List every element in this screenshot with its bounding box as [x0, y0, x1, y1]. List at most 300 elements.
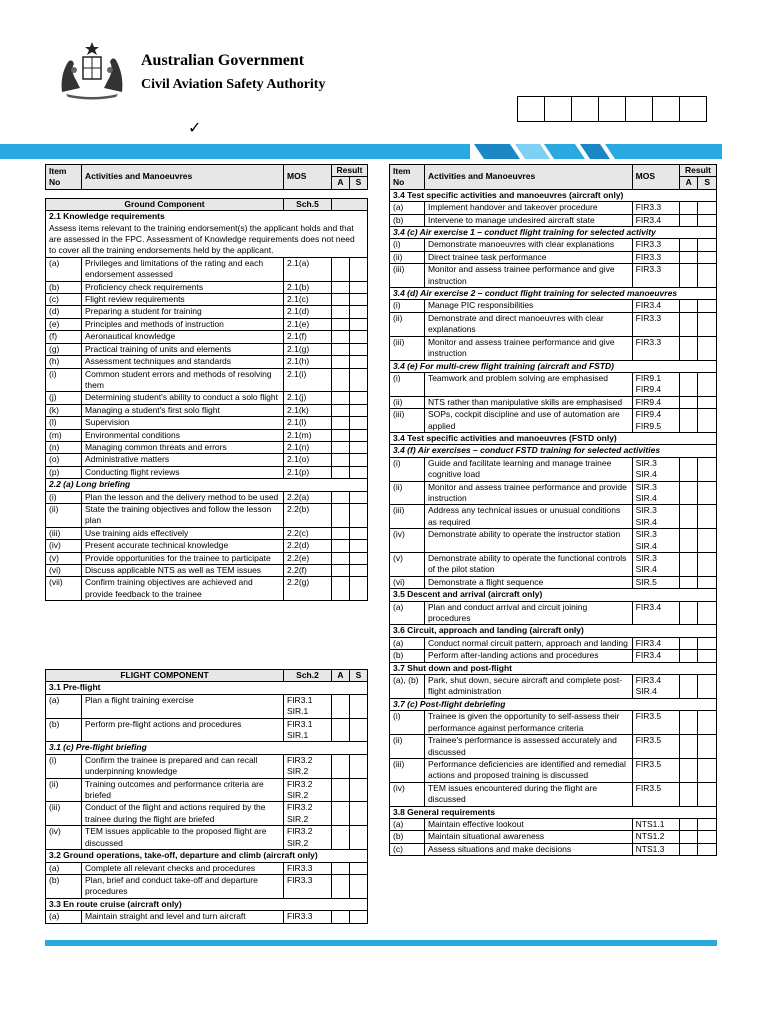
result-a-checkbox[interactable]: [332, 318, 350, 330]
item-number: (iv): [46, 540, 82, 552]
table-row: [390, 843, 717, 855]
result-s-checkbox[interactable]: [698, 711, 717, 735]
activity-text: Maintain situational awareness: [424, 831, 632, 843]
result-s-checkbox[interactable]: [698, 336, 717, 360]
result-a-checkbox[interactable]: [332, 540, 350, 552]
result-a-checkbox[interactable]: [332, 441, 350, 453]
result-s-checkbox[interactable]: [350, 911, 368, 923]
result-a-checkbox[interactable]: [679, 239, 698, 251]
activity-text: Teamwork and problem solving are emphasised: [424, 372, 632, 396]
result-s-checkbox[interactable]: [350, 826, 368, 850]
activity-text: Perform pre-flight actions and procedures: [82, 718, 284, 742]
item-number: (ii): [46, 503, 82, 527]
result-s-checkbox[interactable]: [698, 312, 717, 336]
item-number: (b): [46, 718, 82, 742]
mos-reference: 2.2(c): [284, 527, 332, 539]
mos-reference: 2.1(i): [284, 368, 332, 392]
section-header: 3.2 Ground operations, take-off, departure and climb (aircraft only): [46, 850, 368, 862]
item-number: (b): [390, 214, 425, 226]
item-number: (a): [46, 911, 82, 923]
result-s-checkbox[interactable]: [350, 343, 368, 355]
item-number: (e): [46, 318, 82, 330]
mos-reference: FIR3.4: [632, 601, 679, 625]
table-row: [390, 758, 717, 782]
activity-text: Manage PIC responsibilities: [424, 300, 632, 312]
result-a-checkbox[interactable]: [332, 404, 350, 416]
result-a-checkbox[interactable]: [332, 577, 350, 601]
mos-reference: SIR.3 SIR.4: [632, 505, 679, 529]
activity-text: Supervision: [82, 417, 284, 429]
activity-text: Complete all relevant checks and procedures: [82, 862, 284, 874]
activity-text: Plan, brief and conduct take-off and departure procedures: [82, 874, 284, 898]
table-row: [390, 336, 717, 360]
result-s-checkbox[interactable]: [698, 409, 717, 433]
item-number: (iii): [46, 802, 82, 826]
item-number: (i): [46, 754, 82, 778]
item-number: (vi): [390, 576, 425, 588]
activity-text: Direct trainee task performance: [424, 251, 632, 263]
government-title: Australian Government: [141, 52, 305, 69]
result-a-checkbox[interactable]: [679, 457, 698, 481]
reference-box[interactable]: [598, 96, 626, 122]
result-a-checkbox[interactable]: [679, 818, 698, 830]
activity-text: Conducting flight reviews: [82, 466, 284, 478]
result-a-checkbox[interactable]: [679, 214, 698, 226]
result-a-checkbox[interactable]: [332, 862, 350, 874]
result-a-checkbox[interactable]: [679, 843, 698, 855]
table-row: [46, 862, 368, 874]
section-header: 3.4 (d) Air exercise 2 – conduct flight training for selected manoeuvres: [390, 288, 717, 300]
result-s-checkbox[interactable]: [350, 862, 368, 874]
mos-reference: FIR3.2 SIR.2: [284, 802, 332, 826]
mos-reference: FIR3.4: [632, 300, 679, 312]
table-row: [390, 396, 717, 408]
reference-box[interactable]: [679, 96, 707, 122]
activity-text: NTS rather than manipulative skills are emphasised: [424, 396, 632, 408]
mos-reference: FIR3.3: [632, 239, 679, 251]
section-header: 3.4 Test specific activities and manoeuvres (aircraft only): [390, 189, 717, 201]
item-number: (a): [390, 202, 425, 214]
result-s-checkbox[interactable]: [698, 529, 717, 553]
header-banner: [0, 140, 768, 162]
activity-text: Assessment techniques and standards: [82, 356, 284, 368]
item-number: (b): [390, 831, 425, 843]
activity-text: Demonstrate ability to operate the functional controls of the pilot station: [424, 553, 632, 577]
result-a-checkbox[interactable]: [679, 637, 698, 649]
mos-reference: 2.1(b): [284, 281, 332, 293]
table-row: [46, 754, 368, 778]
activity-text: Discuss applicable NTS as well as TEM issues: [82, 565, 284, 577]
result-s-checkbox[interactable]: [698, 396, 717, 408]
table-row: [390, 409, 717, 433]
mos-reference: 2.2(f): [284, 565, 332, 577]
item-number: (ii): [390, 396, 425, 408]
result-a-checkbox[interactable]: [332, 392, 350, 404]
table-row: [390, 264, 717, 288]
item-number: (iv): [46, 826, 82, 850]
result-s-checkbox[interactable]: [350, 540, 368, 552]
result-a-checkbox[interactable]: [332, 503, 350, 527]
mos-reference: 2.1(o): [284, 454, 332, 466]
result-s-checkbox[interactable]: [350, 417, 368, 429]
table-row: [46, 454, 368, 466]
item-number: (ii): [390, 251, 425, 263]
result-a-checkbox[interactable]: [679, 553, 698, 577]
result-a-checkbox[interactable]: [679, 529, 698, 553]
item-number: (ii): [390, 481, 425, 505]
table-row: [46, 306, 368, 318]
result-s-checkbox[interactable]: [698, 601, 717, 625]
result-a-checkbox[interactable]: [332, 331, 350, 343]
table-header-row: Item No Activities and Manoeuvres MOS Result: [46, 165, 368, 177]
item-number: (b): [46, 874, 82, 898]
activity-text: Assess situations and make decisions: [424, 843, 632, 855]
reference-box[interactable]: [652, 96, 680, 122]
result-a-checkbox[interactable]: [679, 675, 698, 699]
mos-reference: 2.1(k): [284, 404, 332, 416]
table-row: [46, 356, 368, 368]
mos-reference: SIR.3 SIR.4: [632, 457, 679, 481]
result-s-checkbox[interactable]: [350, 454, 368, 466]
activity-text: Maintain effective lookout: [424, 818, 632, 830]
result-s-checkbox[interactable]: [350, 754, 368, 778]
result-s-checkbox[interactable]: [350, 527, 368, 539]
result-a-checkbox[interactable]: [679, 601, 698, 625]
activity-text: Flight review requirements: [82, 294, 284, 306]
result-a-checkbox[interactable]: [679, 576, 698, 588]
item-number: (a): [46, 257, 82, 281]
result-a-checkbox[interactable]: [679, 409, 698, 433]
table-row: [390, 711, 717, 735]
mos-reference: 2.1(h): [284, 356, 332, 368]
activity-text: Address any technical issues or unusual conditions as required: [424, 505, 632, 529]
result-a-checkbox[interactable]: [332, 454, 350, 466]
result-s-checkbox[interactable]: [698, 251, 717, 263]
mos-reference: 2.2(g): [284, 577, 332, 601]
result-a-checkbox[interactable]: [332, 466, 350, 478]
result-s-checkbox[interactable]: [350, 802, 368, 826]
table-row: [46, 503, 368, 527]
result-s-checkbox[interactable]: [698, 457, 717, 481]
table-row: [390, 239, 717, 251]
result-a-checkbox[interactable]: [679, 264, 698, 288]
result-a-checkbox[interactable]: [332, 694, 350, 718]
mos-reference: FIR9.1 FIR9.4: [632, 372, 679, 396]
result-a-checkbox[interactable]: [332, 565, 350, 577]
result-s-checkbox[interactable]: [350, 294, 368, 306]
mos-reference: FIR3.3: [632, 336, 679, 360]
mos-reference: FIR3.4 SIR.4: [632, 675, 679, 699]
mos-reference: SIR.3 SIR.4: [632, 553, 679, 577]
flight-component-table: [45, 669, 368, 924]
result-a-checkbox[interactable]: [679, 711, 698, 735]
result-s-checkbox[interactable]: [698, 650, 717, 662]
result-a-checkbox[interactable]: [332, 368, 350, 392]
result-s-checkbox[interactable]: [350, 491, 368, 503]
result-a-checkbox[interactable]: [679, 336, 698, 360]
result-s-checkbox[interactable]: [350, 441, 368, 453]
activity-text: Provide opportunities for the trainee to participate: [82, 552, 284, 564]
table-row: [46, 331, 368, 343]
result-s-checkbox[interactable]: [698, 831, 717, 843]
mos-reference: FIR3.4: [632, 214, 679, 226]
result-s-checkbox[interactable]: [698, 818, 717, 830]
result-s-checkbox[interactable]: [350, 281, 368, 293]
item-number: (a): [390, 637, 425, 649]
reference-box[interactable]: [571, 96, 599, 122]
result-a-checkbox[interactable]: [679, 251, 698, 263]
mos-reference: SIR.5: [632, 576, 679, 588]
result-a-checkbox[interactable]: [332, 281, 350, 293]
result-s-checkbox[interactable]: [698, 300, 717, 312]
table-row: [46, 343, 368, 355]
result-s-checkbox[interactable]: [350, 552, 368, 564]
result-a-checkbox[interactable]: [679, 650, 698, 662]
reference-box[interactable]: [517, 96, 545, 122]
table-row: [390, 782, 717, 806]
result-s-checkbox[interactable]: [698, 637, 717, 649]
activity-text: Preparing a student for training: [82, 306, 284, 318]
activity-text: Training outcomes and performance criteria are briefed: [82, 778, 284, 802]
result-a-checkbox[interactable]: [679, 505, 698, 529]
activity-text: Use training aids effectively: [82, 527, 284, 539]
item-number: (v): [46, 552, 82, 564]
result-s-checkbox[interactable]: [350, 306, 368, 318]
table-row: [390, 637, 717, 649]
section-header: 3.1 Pre-flight: [46, 682, 368, 694]
result-s-checkbox[interactable]: [350, 718, 368, 742]
result-s-checkbox[interactable]: [698, 505, 717, 529]
result-s-checkbox[interactable]: [698, 264, 717, 288]
result-a-checkbox[interactable]: [679, 300, 698, 312]
result-s-checkbox[interactable]: [350, 874, 368, 898]
section-header: 3.4 (e) For multi-crew flight training (aircraft and FSTD): [390, 360, 717, 372]
mos-reference: 2.2(d): [284, 540, 332, 552]
mos-reference: 2.1(f): [284, 331, 332, 343]
result-a-checkbox[interactable]: [679, 312, 698, 336]
section-header: 3.8 General requirements: [390, 806, 717, 818]
activity-text: Managing a student's first solo flight: [82, 404, 284, 416]
activity-text: Performance deficiencies are identified and remedial actions and proposed training is discussed: [424, 758, 632, 782]
result-a-checkbox[interactable]: [679, 396, 698, 408]
activity-text: Proficiency check requirements: [82, 281, 284, 293]
section-header: 3.6 Circuit, approach and landing (aircraft only): [390, 625, 717, 637]
table-row: [46, 565, 368, 577]
item-number: (n): [46, 441, 82, 453]
item-number: (a), (b): [390, 675, 425, 699]
result-s-checkbox[interactable]: [350, 503, 368, 527]
table-header-row: Item No Activities and Manoeuvres MOS Result: [390, 165, 717, 177]
activity-text: Common student errors and methods of resolving them: [82, 368, 284, 392]
result-a-checkbox[interactable]: [332, 754, 350, 778]
result-a-checkbox[interactable]: [332, 911, 350, 923]
result-s-checkbox[interactable]: [350, 356, 368, 368]
item-number: (v): [390, 553, 425, 577]
result-s-checkbox[interactable]: [350, 565, 368, 577]
activity-text: TEM issues encountered during the flight are discussed: [424, 782, 632, 806]
item-number: (i): [390, 300, 425, 312]
activity-text: Monitor and assess trainee performance and give instruction: [424, 336, 632, 360]
mos-reference: FIR3.2 SIR.2: [284, 754, 332, 778]
result-s-checkbox[interactable]: [350, 694, 368, 718]
section-header: 3.4 (f) Air exercises – conduct FSTD training for selected activities: [390, 445, 717, 457]
result-a-checkbox[interactable]: [332, 778, 350, 802]
table-row: [46, 466, 368, 478]
activity-text: Demonstrate a flight sequence: [424, 576, 632, 588]
result-a-checkbox[interactable]: [679, 481, 698, 505]
item-number: (ii): [390, 735, 425, 759]
mos-reference: NTS1.3: [632, 843, 679, 855]
table-row: [390, 372, 717, 396]
result-s-checkbox[interactable]: [350, 429, 368, 441]
table-row: [390, 214, 717, 226]
item-number: (vii): [46, 577, 82, 601]
result-a-checkbox[interactable]: [332, 552, 350, 564]
result-a-checkbox[interactable]: [679, 758, 698, 782]
activity-text: SOPs, cockpit discipline and use of automation are applied: [424, 409, 632, 433]
table-row: [46, 802, 368, 826]
item-number: (d): [46, 306, 82, 318]
table-row: [390, 312, 717, 336]
mos-reference: FIR3.2 SIR.2: [284, 826, 332, 850]
table-row: [390, 481, 717, 505]
item-number: (c): [46, 294, 82, 306]
result-a-checkbox[interactable]: [332, 417, 350, 429]
result-a-checkbox[interactable]: [679, 831, 698, 843]
result-a-checkbox[interactable]: [679, 782, 698, 806]
activity-text: Park, shut down, secure aircraft and complete post-flight administration: [424, 675, 632, 699]
activity-text: Conduct of the flight and actions required by the trainee during the flight are briefed: [82, 802, 284, 826]
result-a-checkbox[interactable]: [332, 527, 350, 539]
mos-reference: FIR3.3: [632, 202, 679, 214]
result-s-checkbox[interactable]: [698, 553, 717, 577]
table-row: [390, 553, 717, 577]
reference-boxes: [518, 96, 707, 122]
table-row: [390, 818, 717, 830]
result-s-checkbox[interactable]: [350, 368, 368, 392]
result-a-checkbox[interactable]: [332, 874, 350, 898]
mos-reference: FIR9.4: [632, 396, 679, 408]
result-a-checkbox[interactable]: [332, 343, 350, 355]
result-s-checkbox[interactable]: [698, 735, 717, 759]
mos-reference: FIR3.3: [284, 874, 332, 898]
mos-reference: SIR.3 SIR.4: [632, 481, 679, 505]
activity-text: Trainee's performance is assessed accurately and discussed: [424, 735, 632, 759]
result-s-checkbox[interactable]: [350, 577, 368, 601]
reference-box[interactable]: [544, 96, 572, 122]
item-number: (b): [390, 650, 425, 662]
result-s-checkbox[interactable]: [698, 782, 717, 806]
item-number: (iii): [390, 336, 425, 360]
result-a-checkbox[interactable]: [332, 306, 350, 318]
result-a-checkbox[interactable]: [332, 491, 350, 503]
result-s-checkbox[interactable]: [350, 392, 368, 404]
mos-reference: 2.1(l): [284, 417, 332, 429]
mos-reference: 2.1(p): [284, 466, 332, 478]
mos-reference: FIR3.1 SIR.1: [284, 694, 332, 718]
section-header: 3.5 Descent and arrival (aircraft only): [390, 589, 717, 601]
result-a-checkbox[interactable]: [332, 718, 350, 742]
result-s-checkbox[interactable]: [698, 214, 717, 226]
activity-text: Confirm the trainee is prepared and can recall underpinning knowledge: [82, 754, 284, 778]
table-row: [46, 874, 368, 898]
result-s-checkbox[interactable]: [350, 331, 368, 343]
mos-reference: FIR3.2 SIR.2: [284, 778, 332, 802]
reference-box[interactable]: [625, 96, 653, 122]
activity-text: Perform after-landing actions and procedures: [424, 650, 632, 662]
result-s-checkbox[interactable]: [698, 202, 717, 214]
mos-reference: 2.1(m): [284, 429, 332, 441]
item-number: (k): [46, 404, 82, 416]
agency-name: Civil Aviation Safety Authority: [141, 77, 326, 92]
result-a-checkbox[interactable]: [332, 826, 350, 850]
mos-reference: 2.2(b): [284, 503, 332, 527]
activity-text: Conduct normal circuit pattern, approach and landing: [424, 637, 632, 649]
result-s-checkbox[interactable]: [350, 466, 368, 478]
result-a-checkbox[interactable]: [332, 356, 350, 368]
table-row: [390, 831, 717, 843]
mos-reference: 2.1(d): [284, 306, 332, 318]
result-a-checkbox[interactable]: [332, 429, 350, 441]
activity-text: Plan the lesson and the delivery method to be used: [82, 491, 284, 503]
item-number: (iv): [390, 529, 425, 553]
mos-reference: FIR3.5: [632, 711, 679, 735]
result-s-checkbox[interactable]: [350, 257, 368, 281]
table-row: [46, 417, 368, 429]
activity-text: TEM issues applicable to the proposed flight are discussed: [82, 826, 284, 850]
table-row: [46, 718, 368, 742]
mos-reference: NTS1.1: [632, 818, 679, 830]
result-s-checkbox[interactable]: [698, 758, 717, 782]
flight-activities-table: Item No Activities and Manoeuvres MOS Result A S 3.4 Test specific activities and manoeuvres (aircraft only) (a) Implement handover and takeover procedure FIR3.3 (b) Intervene to manage undesired aircraft state FIR3.4 3.4 (c) Air exercise 1 – conduct flight training for selected activity (i) Demonstrate manoeuvres with clear explanations FIR3.3 (ii) Direct trainee task performance FIR3.3 (iii) Monitor and assess trainee performance and give instruction FIR3.3 3.4 (d) Air exercise 2 – conduct flight training for selected manoeuvres (i) Manage PIC responsibilities FIR3.4 (ii) Demonstrate and direct manoeuvres with clear explanations FIR3.3 (iii) Monitor and assess trainee performance and give instruction FIR3.3 3.4 (e) For multi-crew flight training (aircraft and FSTD) (i) Teamwork and problem solving are emphasised FIR9.1 FIR9.4 (ii) NTS rather than manipulative skills are emphasised FIR9.4 (iii) SOPs, cockpit discipline and use of automation are applied FIR9.4 FIR9.5 3.4 Test specific activities and manoeuvres (FSTD only) 3.4 (f) Air exercises – conduct FSTD training for selected activities (i) Guide and facilitate learning and manage trainee cognitive load SIR.3 SIR.4 (ii) Monitor and assess trainee performance and provide instruction SIR.3 SIR.4 (iii) Address any technical issues or unusual conditions as required SIR.3 SIR.4 (iv) Demonstrate ability to operate the instructor station SIR.3 SIR.4 (v) Demonstrate ability to operate the functional controls of the pilot station SIR.3 SIR.4 (vi) Demonstrate a flight sequence SIR.5 3.5 Descent and arrival (aircraft only) (a) Plan and conduct arrival and circuit joining procedures FIR3.4 3.6 Circuit, approach and landing (aircraft only) (a) Conduct normal circuit pattern, approach and landing FIR3.4 (b) Perform after-landing actions and procedures FIR3.4 3.7 Shut down and post-flight (a), (b) Park, shut down, secure aircraft and complete post-flight administration FIR3.4 SIR.4 3.7 (c) Post-flight debriefing (i) Trainee is given the opportunity to self-assess their performance against performance criteria FIR3.5 (ii) Trainee's performance is assessed accurately and discussed FIR3.5 (iii) Performance deficiencies are identified and remedial actions and proposed training is discussed FIR3.5 (iv) TEM issues encountered during the flight are discussed FIR3.5 3.8 General requirements (a) Maintain effective lookout NTS1.1 (b) Maintain situational awareness NTS1.2 (c) Assess situations and make decisions NTS1.3: [389, 164, 717, 856]
activity-text: Managing common threats and errors: [82, 441, 284, 453]
result-a-checkbox[interactable]: [679, 202, 698, 214]
result-s-checkbox[interactable]: [698, 675, 717, 699]
result-s-checkbox[interactable]: [698, 843, 717, 855]
result-a-checkbox[interactable]: [332, 802, 350, 826]
item-number: (iv): [390, 782, 425, 806]
item-number: (a): [46, 694, 82, 718]
result-a-checkbox[interactable]: [332, 294, 350, 306]
mos-reference: 2.1(j): [284, 392, 332, 404]
result-a-checkbox[interactable]: [332, 257, 350, 281]
mos-reference: 2.1(e): [284, 318, 332, 330]
activity-text: Demonstrate and direct manoeuvres with clear explanations: [424, 312, 632, 336]
result-s-checkbox[interactable]: [350, 404, 368, 416]
item-number: (ii): [46, 778, 82, 802]
result-s-checkbox[interactable]: [698, 239, 717, 251]
result-s-checkbox[interactable]: [350, 318, 368, 330]
item-number: (iii): [390, 264, 425, 288]
activity-text: Plan and conduct arrival and circuit joining procedures: [424, 601, 632, 625]
mos-reference: FIR3.1 SIR.1: [284, 718, 332, 742]
result-a-checkbox[interactable]: [679, 372, 698, 396]
coat-of-arms-icon: [52, 40, 132, 100]
ground-component-title: Ground Component Sch.5: [46, 198, 368, 210]
result-s-checkbox[interactable]: [698, 372, 717, 396]
activity-text: Trainee is given the opportunity to self-assess their performance against performance criteria: [424, 711, 632, 735]
mos-reference: FIR3.5: [632, 782, 679, 806]
result-s-checkbox[interactable]: [698, 576, 717, 588]
table-row: [390, 675, 717, 699]
result-s-checkbox[interactable]: [698, 481, 717, 505]
table-row: [390, 576, 717, 588]
activity-text: Confirm training objectives are achieved and provide feedback to the trainee: [82, 577, 284, 601]
result-a-checkbox[interactable]: [679, 735, 698, 759]
result-s-checkbox[interactable]: [350, 778, 368, 802]
section-header: 3.4 Test specific activities and manoeuvres (FSTD only): [390, 432, 717, 444]
item-number: (h): [46, 356, 82, 368]
